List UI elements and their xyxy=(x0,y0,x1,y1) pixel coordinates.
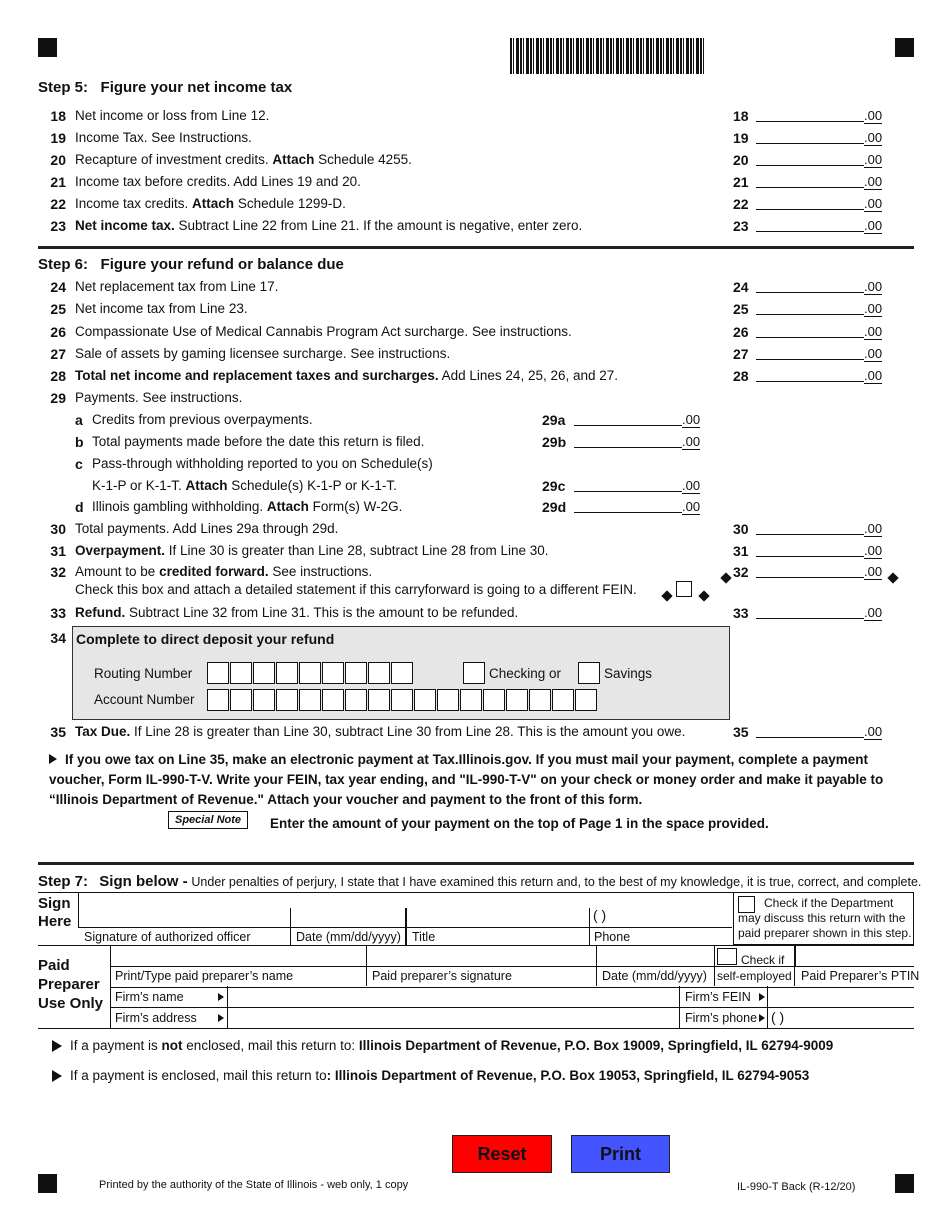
digit-cell[interactable] xyxy=(276,662,298,684)
line-number: 23 xyxy=(50,218,66,234)
cents: .00 xyxy=(864,218,883,233)
line-text: Compassionate Use of Medical Cannabis Program Act surcharge. See instructions. xyxy=(75,324,572,339)
line-21-row xyxy=(0,172,950,192)
line-text: Illinois gambling withholding. Attach Form(s) W-2G. xyxy=(92,499,403,514)
footer-authority: Printed by the authority of the State of Illinois - web only, 1 copy xyxy=(99,1179,409,1191)
savings-checkbox[interactable] xyxy=(578,662,600,684)
mail-enclosed: If a payment is enclosed, mail this return to: Illinois Department of Revenue, P.O. Box 19053, Springfield, IL 62794-9053 xyxy=(52,1068,809,1083)
line-field-number: 28 xyxy=(733,368,749,384)
line-number: 32 xyxy=(50,564,66,580)
title-label: Title xyxy=(412,930,436,944)
signature-officer-label: Signature of authorized officer xyxy=(84,930,251,944)
line-text: Refund. Subtract Line 32 from Line 31. This is the amount to be refunded. xyxy=(75,605,519,620)
line-29a-row xyxy=(0,410,950,430)
footer-form-id: IL-990-T Back (R-12/20) xyxy=(737,1181,856,1193)
line-field-number: 27 xyxy=(733,346,749,362)
line-number: 31 xyxy=(50,543,66,559)
arrow-right-icon xyxy=(52,1070,62,1082)
line-number: 22 xyxy=(50,196,66,212)
divider xyxy=(596,966,597,986)
line-22-input[interactable] xyxy=(756,194,864,210)
line-26-row xyxy=(0,322,950,342)
payment-note-text: If you owe tax on Line 35, make an electronic payment at Tax.Illinois.gov. If you must mail your payment, complete a payment voucher, Form IL-990-T-V. Write your FEIN, tax year ending, and "IL-990-T-V" on your check or money order and make it payable to “Illinois Department of Revenue." Attach your voucher and payment to the front of this form. xyxy=(49,752,884,807)
line-field-number: 20 xyxy=(733,152,749,168)
line-text: Recapture of investment credits. Attach Schedule 4255. xyxy=(75,152,412,167)
reset-button[interactable]: Reset xyxy=(452,1135,552,1173)
line-field-number: 29d xyxy=(542,499,567,515)
line-field-number: 29b xyxy=(542,434,567,450)
registration-mark-top-left xyxy=(38,38,57,57)
line-field-number: 35 xyxy=(733,724,749,740)
step6-label: Step 6: xyxy=(38,256,89,273)
checking-label: Checking or xyxy=(489,666,562,681)
special-note-text: Enter the amount of your payment on the top of Page 1 in the space provided. xyxy=(270,816,769,831)
digit-cell[interactable] xyxy=(207,689,229,711)
line-29b-input[interactable] xyxy=(574,432,682,448)
line-text: Net income tax from Line 23. xyxy=(75,301,248,316)
step5-heading xyxy=(38,79,292,96)
print-button[interactable]: Print xyxy=(571,1135,670,1173)
preparer-date-label: Date (mm/dd/yyyy) xyxy=(602,969,707,983)
preparer-signature-field[interactable] xyxy=(366,946,597,966)
line-letter: a xyxy=(75,412,83,428)
digit-cell[interactable] xyxy=(483,689,505,711)
line-field-number: 32 xyxy=(733,564,749,580)
sign-label-row-border xyxy=(78,927,732,928)
line-20-row xyxy=(0,150,950,170)
account-number-label: Account Number xyxy=(94,692,195,707)
line-field-number: 19 xyxy=(733,130,749,146)
line-field-number: 33 xyxy=(733,605,749,621)
line-text: Amount to be credited forward. See instructions. xyxy=(75,564,373,579)
registration-mark-bottom-right xyxy=(895,1174,914,1193)
firm-fein-field[interactable] xyxy=(767,986,915,1007)
line-25-row xyxy=(0,299,950,319)
step7-text: Under penalties of perjury, I state that I have examined this return and, to the best of my knowledge, it is true, correct, and complete. xyxy=(191,875,922,889)
chevron-right-icon xyxy=(218,1014,224,1022)
line-text: Net income or loss from Line 12. xyxy=(75,108,270,123)
digit-cell[interactable] xyxy=(391,689,413,711)
line-27-input[interactable] xyxy=(756,344,864,360)
line-29c-input[interactable] xyxy=(574,476,682,492)
step7-divider xyxy=(38,862,914,865)
step6-title: Figure your refund or balance due xyxy=(100,256,344,273)
digit-cell[interactable] xyxy=(207,662,229,684)
cents: .00 xyxy=(864,174,883,189)
routing-number-label: Routing Number xyxy=(94,666,193,681)
line-29b-row xyxy=(0,432,950,452)
cents: .00 xyxy=(864,521,883,536)
digit-cell[interactable] xyxy=(529,689,551,711)
cents: .00 xyxy=(682,434,701,449)
preparer-signature-label: Paid preparer’s signature xyxy=(372,969,512,983)
preparer-bottom-border xyxy=(38,1028,914,1029)
ptin-label: Paid Preparer’s PTIN xyxy=(801,969,920,983)
line-text: Total payments made before the date this return is filed. xyxy=(92,434,425,449)
line-32-input[interactable] xyxy=(756,562,864,578)
digit-cell[interactable] xyxy=(299,689,321,711)
digit-cell[interactable] xyxy=(575,689,597,711)
line-text: Total payments. Add Lines 29a through 29d. xyxy=(75,521,339,536)
digit-cell[interactable] xyxy=(322,689,344,711)
digit-cell[interactable] xyxy=(414,689,436,711)
line-text: Payments. See instructions. xyxy=(75,390,243,405)
different-fein-checkbox[interactable] xyxy=(676,581,692,597)
firm-address-field[interactable] xyxy=(227,1007,680,1028)
digit-cell[interactable] xyxy=(460,689,482,711)
line-27-row xyxy=(0,344,950,364)
digit-cell[interactable] xyxy=(391,662,413,684)
firm-fein-label: Firm’s FEIN xyxy=(685,990,751,1004)
line-text: Income Tax. See Instructions. xyxy=(75,130,252,145)
chevron-right-icon xyxy=(759,1014,765,1022)
line-25-input[interactable] xyxy=(756,299,864,315)
cents: .00 xyxy=(864,605,883,620)
line-field-number: 29c xyxy=(542,478,566,494)
line-text: Overpayment. If Line 30 is greater than Line 28, subtract Line 28 from Line 30. xyxy=(75,543,549,558)
digit-cell[interactable] xyxy=(345,689,367,711)
arrow-right-icon xyxy=(49,754,57,764)
preparer-name-field[interactable] xyxy=(110,946,367,966)
line-number: 29 xyxy=(50,390,66,406)
line-19-row xyxy=(0,128,950,148)
phone-field[interactable]: ( ) xyxy=(593,907,607,923)
digit-cell[interactable] xyxy=(345,662,367,684)
line-text: Net replacement tax from Line 17. xyxy=(75,279,279,294)
line-text: Check this box and attach a detailed statement if this carryforward is going to a different FEIN. xyxy=(75,582,637,597)
cents: .00 xyxy=(864,368,883,383)
cents: .00 xyxy=(682,499,701,514)
line-18-input[interactable] xyxy=(756,106,864,122)
line-33-row xyxy=(0,603,950,623)
special-note-badge: Special Note xyxy=(168,811,248,829)
line-field-number: 31 xyxy=(733,543,749,559)
line-field-number: 25 xyxy=(733,301,749,317)
line-number: 18 xyxy=(50,108,66,124)
line-field-number: 21 xyxy=(733,174,749,190)
digit-cell[interactable] xyxy=(230,689,252,711)
line-number: 24 xyxy=(50,279,66,295)
line-29d-row xyxy=(0,497,950,517)
line-32-row xyxy=(0,562,950,582)
line-24-row xyxy=(0,277,950,297)
digit-cell[interactable] xyxy=(368,689,390,711)
line-text: Sale of assets by gaming licensee surcharge. See instructions. xyxy=(75,346,451,361)
line-letter: b xyxy=(75,434,84,450)
line-field-number: 24 xyxy=(733,279,749,295)
line-29a-input[interactable] xyxy=(574,410,682,426)
line-number: 21 xyxy=(50,174,66,190)
line-number: 28 xyxy=(50,368,66,384)
line-33-input[interactable] xyxy=(756,603,864,619)
cents: .00 xyxy=(864,108,883,123)
line-26-input[interactable] xyxy=(756,322,864,338)
line-text: Income tax credits. Attach Schedule 1299-D. xyxy=(75,196,346,211)
registration-mark-bottom-left xyxy=(38,1174,57,1193)
line-text: Income tax before credits. Add Lines 19 and 20. xyxy=(75,174,361,189)
cents: .00 xyxy=(682,412,701,427)
line-28-input[interactable] xyxy=(756,366,864,382)
line-30-row xyxy=(0,519,950,539)
cents: .00 xyxy=(864,724,883,739)
step7-heading xyxy=(38,873,921,890)
divider xyxy=(110,946,111,1028)
firm-phone-field[interactable]: ( ) xyxy=(767,1007,914,1028)
firm-address-label: Firm’s address xyxy=(115,1011,197,1025)
digit-cell[interactable] xyxy=(299,662,321,684)
line-number: 27 xyxy=(50,346,66,362)
line-20-input[interactable] xyxy=(756,150,864,166)
line-number: 19 xyxy=(50,130,66,146)
payment-note xyxy=(49,750,909,810)
step6-divider xyxy=(38,246,914,249)
line-number: 35 xyxy=(50,724,66,740)
step5-label: Step 5: xyxy=(38,79,89,96)
registration-mark-top-right xyxy=(895,38,914,57)
line-field-number: 30 xyxy=(733,521,749,537)
line-text: Net income tax. Subtract Line 22 from Line 21. If the amount is negative, enter zero. xyxy=(75,218,583,233)
digit-cell[interactable] xyxy=(506,689,528,711)
line-number: 33 xyxy=(50,605,66,621)
digit-cell[interactable] xyxy=(276,689,298,711)
digit-cell[interactable] xyxy=(437,689,459,711)
digit-cell[interactable] xyxy=(230,662,252,684)
line-number: 26 xyxy=(50,324,66,340)
cents: .00 xyxy=(864,324,883,339)
cents: .00 xyxy=(864,543,883,558)
line-23-input[interactable] xyxy=(756,216,864,232)
arrow-right-icon xyxy=(52,1040,62,1052)
paid-preparer-label: Paid Preparer Use Only xyxy=(38,957,104,1012)
line-35-row xyxy=(0,722,950,742)
digit-cell[interactable] xyxy=(322,662,344,684)
step5-title: Figure your net income tax xyxy=(100,79,293,96)
line-30-input[interactable] xyxy=(756,519,864,535)
divider xyxy=(366,966,367,986)
line-24-input[interactable] xyxy=(756,277,864,293)
line-29-row xyxy=(0,388,950,408)
line-text: K-1-P or K-1-T. Attach Schedule(s) K-1-P or K-1-T. xyxy=(92,478,397,493)
cents: .00 xyxy=(682,478,701,493)
cents: .00 xyxy=(864,346,883,361)
line-number: 20 xyxy=(50,152,66,168)
line-18-row xyxy=(0,106,950,126)
savings-label: Savings xyxy=(604,666,653,681)
phone-label: Phone xyxy=(594,930,631,944)
line-text: Credits from previous overpayments. xyxy=(92,412,313,427)
cents: .00 xyxy=(864,130,883,145)
preparer-date-field[interactable] xyxy=(596,946,715,966)
preparer-name-label: Print/Type paid preparer’s name xyxy=(115,969,294,983)
line-31-row xyxy=(0,541,950,561)
line-field-number: 18 xyxy=(733,108,749,124)
line-number: 34 xyxy=(50,630,66,646)
cents: .00 xyxy=(864,152,883,167)
line-text: Pass-through withholding reported to you on Schedule(s) xyxy=(92,456,433,471)
cents: .00 xyxy=(864,301,883,316)
line-19-input[interactable] xyxy=(756,128,864,144)
line-21-input[interactable] xyxy=(756,172,864,188)
cents: .00 xyxy=(864,279,883,294)
line-22-row xyxy=(0,194,950,214)
date-label: Date (mm/dd/yyyy) xyxy=(296,930,401,944)
firm-name-field[interactable] xyxy=(227,986,680,1007)
checking-checkbox[interactable] xyxy=(463,662,485,684)
direct-deposit-title: Complete to direct deposit your refund xyxy=(76,631,335,647)
line-field-number: 22 xyxy=(733,196,749,212)
digit-cell[interactable] xyxy=(368,662,390,684)
self-employed-label: Check if self-employed xyxy=(717,953,792,983)
step6-heading xyxy=(38,256,344,273)
line-29d-input[interactable] xyxy=(574,497,682,513)
cents: .00 xyxy=(864,196,883,211)
line-28-row xyxy=(0,366,950,386)
line-32-row-2 xyxy=(0,580,950,600)
line-35-input[interactable] xyxy=(756,722,864,738)
line-letter: d xyxy=(75,499,84,515)
line-field-number: 26 xyxy=(733,324,749,340)
chevron-right-icon xyxy=(759,993,765,1001)
line-number: 25 xyxy=(50,301,66,317)
line-field-number: 29a xyxy=(542,412,566,428)
mail-not-enclosed: If a payment is not enclosed, mail this return to: Illinois Department of Revenue, P.O. Box 19009, Springfield, IL 62794-9009 xyxy=(52,1038,833,1053)
line-field-number: 23 xyxy=(733,218,749,234)
line-text: Tax Due. If Line 28 is greater than Line 30, subtract Line 30 from Line 28. This is the amount you owe. xyxy=(75,724,686,739)
line-number: 30 xyxy=(50,521,66,537)
cents: .00 xyxy=(864,564,883,579)
digit-cell[interactable] xyxy=(552,689,574,711)
line-29c-row-2 xyxy=(0,476,950,496)
line-29c-row xyxy=(0,454,950,474)
barcode xyxy=(510,38,706,74)
firm-phone-label: Firm’s phone xyxy=(685,1011,758,1025)
discuss-label: Check if the Department may discuss this return with the paid preparer shown in this step. xyxy=(738,896,912,940)
step7-title: Sign below - xyxy=(99,873,188,890)
step7-label: Step 7: xyxy=(38,873,89,890)
chevron-right-icon xyxy=(218,993,224,1001)
ptin-field[interactable] xyxy=(795,946,915,966)
line-31-input[interactable] xyxy=(756,541,864,557)
digit-cell[interactable] xyxy=(253,662,275,684)
digit-cell[interactable] xyxy=(253,689,275,711)
line-23-row xyxy=(0,216,950,236)
firm-name-label: Firm’s name xyxy=(115,990,184,1004)
line-text: Total net income and replacement taxes and surcharges. Add Lines 24, 25, 26, and 27. xyxy=(75,368,619,383)
sign-here-label: Sign Here xyxy=(38,895,72,930)
line-letter: c xyxy=(75,456,83,472)
